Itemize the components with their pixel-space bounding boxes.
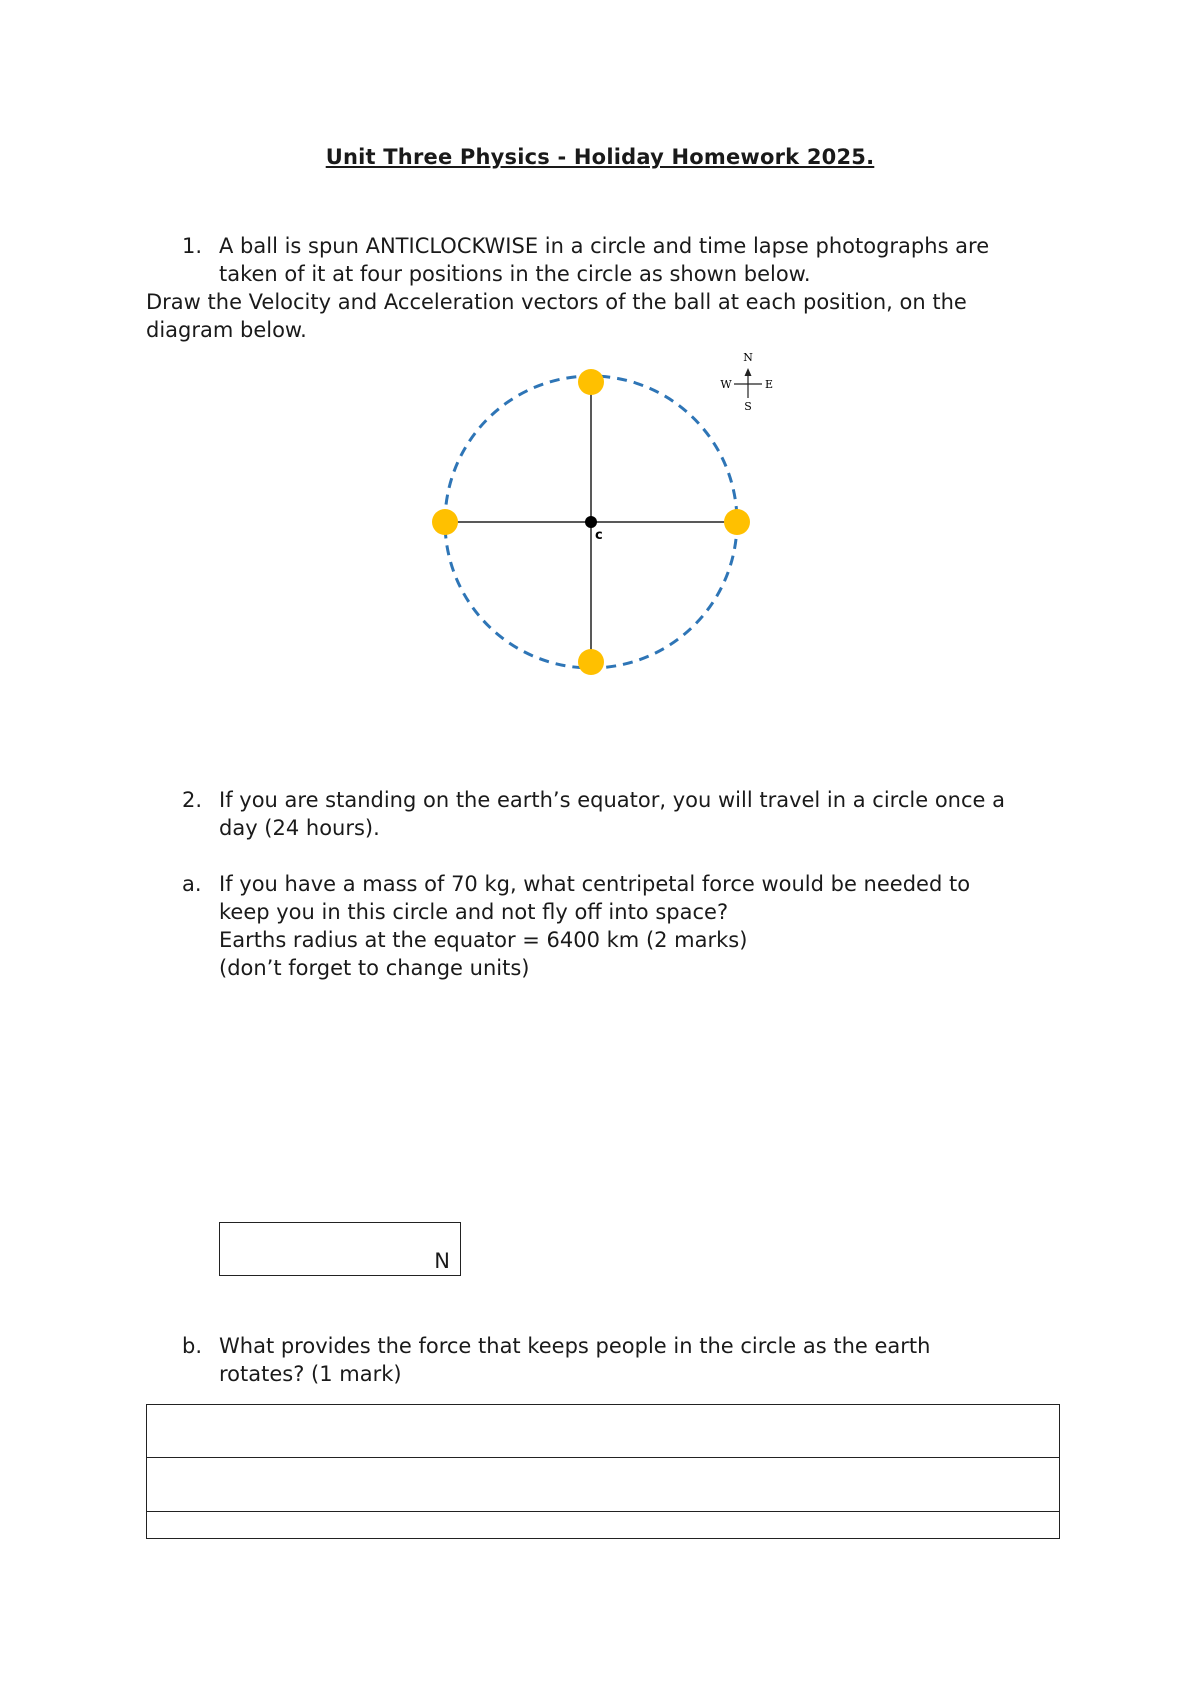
center-point [585,516,597,528]
page-title: Unit Three Physics - Holiday Homework 2025. [325,145,875,169]
part-b-answer-lines[interactable] [146,1404,1060,1539]
question-2-text-line-1: If you are standing on the earth’s equator, you will travel in a circle once a [219,788,1005,812]
question-1-instruction-line-1: Draw the Velocity and Acceleration vectors of the ball at each position, on the [146,290,967,314]
question-1-number: 1. [182,234,203,258]
question-2-text-line-2: day (24 hours). [219,816,380,840]
question-1-instruction-line-2: diagram below. [146,318,307,342]
compass-south-label: S [744,400,752,413]
question-1-text-line-1: A ball is spun ANTICLOCKWISE in a circle and time lapse photographs are [219,234,990,258]
compass-east-label: E [764,378,774,391]
center-label: c [595,528,603,543]
ball-top [578,369,604,395]
part-a-marker: a. [182,872,202,896]
part-a-answer-box[interactable] [219,1222,461,1276]
part-b-marker: b. [182,1334,203,1358]
part-a-text-line-1: If you have a mass of 70 kg, what centripetal force would be needed to [219,872,971,896]
part-b-text-line-2: rotates? (1 mark) [219,1362,402,1386]
compass-north-label: N [743,351,753,364]
question-1-text-line-2: taken of it at four positions in the circle as shown below. [219,262,811,286]
ball-bottom [578,649,604,675]
part-a-text-line-4: (don’t forget to change units) [219,956,530,980]
part-a-text-line-3: Earths radius at the equator = 6400 km (2 marks) [219,928,748,952]
ball-left [432,509,458,535]
answer-unit-label: N [434,1249,450,1273]
answer-line [147,1511,1059,1512]
compass-arrow-icon [745,368,752,376]
part-a-text-line-2: keep you in this circle and not fly off into space? [219,900,729,924]
ball-right [724,509,750,535]
question-2-number: 2. [182,788,203,812]
circular-motion-diagram[interactable] [420,340,800,685]
answer-line [147,1457,1059,1458]
compass-west-label: W [720,378,732,391]
compass-rose [720,351,773,413]
part-b-text-line-1: What provides the force that keeps people in the circle as the earth [219,1334,931,1358]
